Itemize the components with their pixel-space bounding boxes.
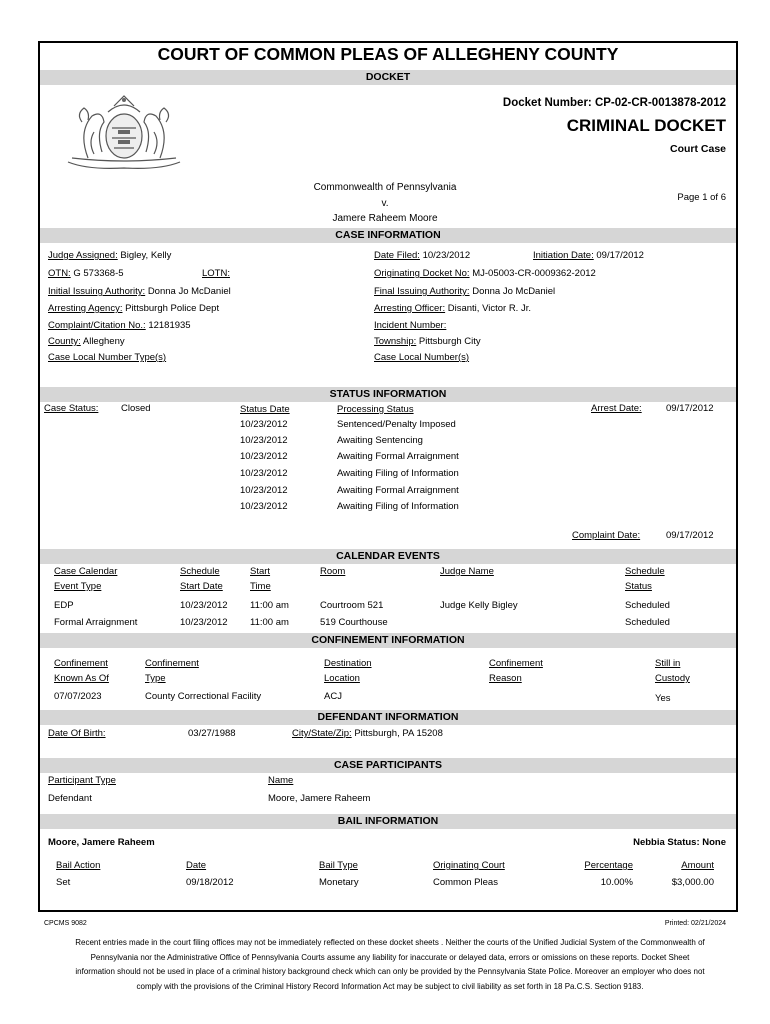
confinement-known-as-of: 07/07/2023 bbox=[54, 691, 102, 702]
confinement-header: Reason bbox=[489, 673, 522, 684]
confinement-custody: Yes bbox=[655, 693, 671, 704]
initial-issuing-authority: Initial Issuing Authority: Donna Jo McDaniel bbox=[48, 286, 231, 297]
processing-status: Awaiting Filing of Information bbox=[337, 501, 459, 512]
calendar-header: Event Type bbox=[54, 581, 102, 592]
arresting-agency: Arresting Agency: Pittsburgh Police Dept bbox=[48, 303, 220, 314]
bail-percentage: 10.00% bbox=[600, 877, 633, 888]
status-date: 10/23/2012 bbox=[240, 435, 288, 446]
originating-docket: Originating Docket No: MJ-05003-CR-0009362-2012 bbox=[374, 268, 596, 279]
judge-assigned: Judge Assigned: Bigley, Kelly bbox=[48, 250, 172, 261]
arresting-officer: Arresting Officer: Disanti, Victor R. Jr. bbox=[374, 303, 531, 314]
participant-type: Defendant bbox=[48, 793, 92, 804]
bail-court: Common Pleas bbox=[433, 877, 498, 888]
case-info-bar: CASE INFORMATION bbox=[40, 228, 736, 243]
county: County: Allegheny bbox=[48, 336, 125, 347]
calendar-header: Room bbox=[320, 566, 346, 577]
court-title: COURT OF COMMON PLEAS OF ALLEGHENY COUNTY bbox=[157, 44, 619, 64]
calendar-room: 519 Courthouse bbox=[320, 617, 388, 628]
confinement-header: Confinement bbox=[145, 658, 199, 669]
docket-number: Docket Number: CP-02-CR-0013878-2012 bbox=[502, 97, 726, 109]
confinement-header: Known As Of bbox=[54, 673, 109, 684]
confinement-location: ACJ bbox=[324, 691, 342, 702]
complaint-date-value: 09/17/2012 bbox=[666, 530, 714, 541]
status-date: 10/23/2012 bbox=[240, 485, 288, 496]
arrest-date-label: Arrest Date: bbox=[591, 403, 642, 414]
lotn: LOTN: bbox=[202, 268, 230, 279]
township: Township: Pittsburgh City bbox=[374, 336, 481, 347]
bail-amount: $3,000.00 bbox=[671, 877, 714, 888]
bail-defendant-name: Moore, Jamere Raheem bbox=[48, 837, 155, 848]
calendar-event: Formal Arraignment bbox=[54, 617, 138, 628]
nebbia-status: Nebbia Status: None bbox=[633, 837, 726, 848]
bail-action: Set bbox=[56, 877, 71, 888]
status-date: 10/23/2012 bbox=[240, 451, 288, 462]
processing-status: Awaiting Formal Arraignment bbox=[337, 485, 459, 496]
confinement-header: Confinement bbox=[54, 658, 108, 669]
calendar-date: 10/23/2012 bbox=[180, 617, 228, 628]
form-number: CPCMS 9082 bbox=[44, 920, 87, 927]
status-date: 10/23/2012 bbox=[240, 501, 288, 512]
calendar-judge: Judge Kelly Bigley bbox=[440, 600, 518, 611]
case-kind: Court Case bbox=[669, 143, 726, 155]
otn: OTN: G 573368-5 bbox=[48, 268, 124, 279]
page-indicator: Page 1 of 6 bbox=[677, 192, 726, 203]
confinement-bar: CONFINEMENT INFORMATION bbox=[40, 633, 736, 648]
disclaimer: Recent entries made in the court filing offices may not be immediately reflected on these docket sheets . Neither the courts of the Unified Judicial System of the Commonwealth of Pennsylvania nor the Administrative Office of Pennsylvania Courts assume any liability for inaccurate or delayed data, errors or omissions on these reports. Docket Sheet information should not be used in place of a criminal history background check which can only be provided by the Pennsylvania State Police. Moreover an employer who does not comply with the provisions of the Criminal History Record Information Act may be subject to civil liability as set forth in 18 Pa.C.S. Section 9183. bbox=[75, 938, 705, 991]
case-status-value: Closed bbox=[121, 403, 151, 414]
calendar-header: Case Calendar bbox=[54, 566, 118, 577]
case-local-number-type: Case Local Number Type(s) bbox=[48, 352, 167, 363]
processing-status: Awaiting Filing of Information bbox=[337, 468, 459, 479]
bail-bar: BAIL INFORMATION bbox=[40, 814, 736, 829]
calendar-header: Status bbox=[625, 581, 652, 592]
case-local-number: Case Local Number(s) bbox=[374, 352, 470, 363]
confinement-header: Destination bbox=[324, 658, 372, 669]
status-date-header: Status Date bbox=[240, 404, 290, 415]
calendar-header: Schedule bbox=[625, 566, 665, 577]
arrest-date-value: 09/17/2012 bbox=[666, 403, 714, 414]
city-state-zip: City/State/Zip: Pittsburgh, PA 15208 bbox=[292, 728, 443, 739]
confinement-header: Location bbox=[324, 673, 360, 684]
calendar-header: Start Date bbox=[180, 581, 223, 592]
complaint-number: Complaint/Citation No.: 12181935 bbox=[48, 320, 191, 331]
bail-header: Percentage bbox=[584, 860, 633, 871]
docket-type: CRIMINAL DOCKET bbox=[566, 116, 726, 135]
bail-header: Date bbox=[186, 860, 207, 871]
caption-plaintiff: Commonwealth of Pennsylvania bbox=[313, 182, 457, 193]
calendar-status: Scheduled bbox=[625, 600, 670, 611]
processing-status: Sentenced/Penalty Imposed bbox=[337, 419, 456, 430]
calendar-status: Scheduled bbox=[625, 617, 670, 628]
final-issuing-authority: Final Issuing Authority: Donna Jo McDaniel bbox=[374, 286, 556, 297]
processing-status: Awaiting Sentencing bbox=[337, 435, 423, 446]
bail-date: 09/18/2012 bbox=[186, 877, 234, 888]
pennsylvania-seal-icon bbox=[58, 92, 190, 174]
caption-defendant: Jamere Raheem Moore bbox=[332, 213, 438, 224]
calendar-event: EDP bbox=[54, 600, 74, 611]
calendar-header: Start bbox=[250, 566, 271, 577]
participants-bar: CASE PARTICIPANTS bbox=[40, 758, 736, 773]
printed-date: Printed: 02/21/2024 bbox=[664, 920, 726, 927]
caption-versus: v. bbox=[381, 198, 389, 209]
confinement-header: Type bbox=[145, 673, 166, 684]
participant-name: Moore, Jamere Raheem bbox=[268, 793, 371, 804]
confinement-header: Still in bbox=[655, 658, 681, 669]
calendar-header: Judge Name bbox=[440, 566, 494, 577]
dob-label: Date Of Birth: bbox=[48, 728, 106, 739]
case-status-label: Case Status: bbox=[44, 403, 99, 414]
complaint-date-label: Complaint Date: bbox=[572, 530, 641, 541]
docket-bar: DOCKET bbox=[40, 70, 736, 85]
calendar-header: Time bbox=[250, 581, 271, 592]
incident-number: Incident Number: bbox=[374, 320, 447, 331]
processing-status: Awaiting Formal Arraignment bbox=[337, 451, 459, 462]
bail-header: Bail Action bbox=[56, 860, 101, 871]
calendar-time: 11:00 am bbox=[250, 617, 289, 628]
calendar-room: Courtroom 521 bbox=[320, 600, 384, 611]
calendar-time: 11:00 am bbox=[250, 600, 289, 611]
processing-status-header: Processing Status bbox=[337, 404, 414, 415]
dob-value: 03/27/1988 bbox=[188, 728, 236, 739]
defendant-bar: DEFENDANT INFORMATION bbox=[40, 710, 736, 725]
status-date: 10/23/2012 bbox=[240, 419, 288, 430]
confinement-header: Confinement bbox=[489, 658, 543, 669]
initiation-date: Initiation Date: 09/17/2012 bbox=[533, 250, 644, 261]
confinement-header: Custody bbox=[655, 673, 690, 684]
status-date: 10/23/2012 bbox=[240, 468, 288, 479]
calendar-bar: CALENDAR EVENTS bbox=[40, 549, 736, 564]
calendar-date: 10/23/2012 bbox=[180, 600, 228, 611]
calendar-header: Schedule bbox=[180, 566, 220, 577]
status-info-bar: STATUS INFORMATION bbox=[40, 387, 736, 402]
confinement-type: County Correctional Facility bbox=[145, 691, 262, 702]
date-filed: Date Filed: 10/23/2012 bbox=[374, 250, 471, 261]
bail-header: Amount bbox=[681, 860, 714, 871]
bail-header: Bail Type bbox=[319, 860, 358, 871]
participant-type-header: Participant Type bbox=[48, 775, 116, 786]
bail-header: Originating Court bbox=[433, 860, 505, 871]
bail-type: Monetary bbox=[319, 877, 359, 888]
participant-name-header: Name bbox=[268, 775, 294, 786]
